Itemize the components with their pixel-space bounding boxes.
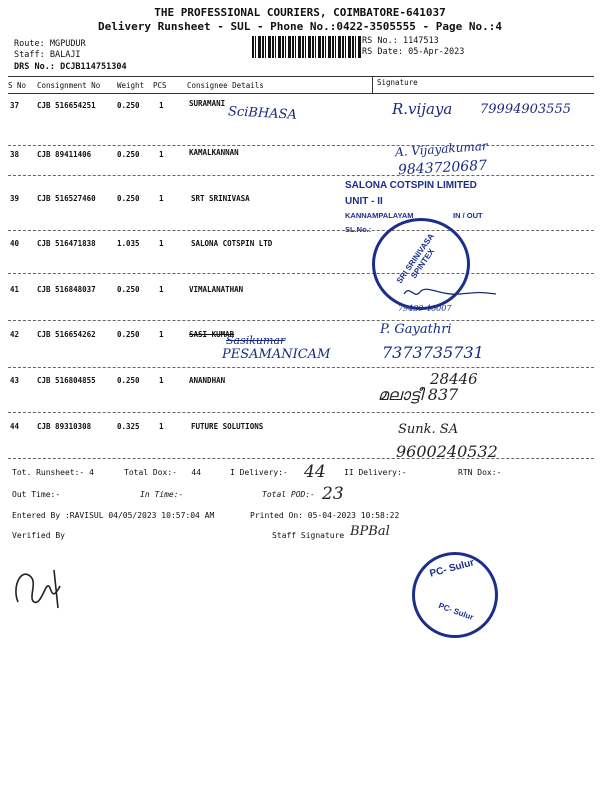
- i-delivery-label: I Delivery:-: [230, 468, 288, 477]
- row-38-pcs: 1: [159, 150, 164, 159]
- salona-stamp-line5: SL.No.:: [345, 225, 372, 234]
- row-37-weight: 0.250: [117, 101, 140, 110]
- row-44-pcs: 1: [159, 422, 164, 431]
- salona-stamp-line3: KANNAMPALAYAM: [345, 211, 414, 220]
- pc-sulur-stamp-bottom: PC- Sulur: [437, 601, 475, 622]
- row-41-sno: 41: [10, 285, 20, 294]
- tot-runsheet: Tot. Runsheet:- 4: [12, 468, 94, 477]
- col-weight: Weight: [117, 81, 145, 90]
- total-dox: Total Dox:- 44: [124, 468, 202, 477]
- row-41-weight: 0.250: [117, 285, 140, 294]
- row-38-sno: 38: [10, 150, 20, 159]
- row-43-consignee: ANANDHAN: [189, 376, 226, 385]
- col-consignment: Consignment No: [37, 81, 101, 90]
- row-44-phone: 9600240532: [396, 442, 498, 461]
- staff-value: BALAJI: [49, 50, 81, 60]
- row-37-signature: R.vijaya: [392, 100, 453, 118]
- row-39-consignment: CJB 516527460: [37, 194, 96, 203]
- row-41-consignment: CJB 516848037: [37, 285, 96, 294]
- row-43-sno: 43: [10, 376, 20, 385]
- srinivasa-stamp-text: SRI SRINIVASA SPINTEX: [394, 231, 437, 285]
- table-header-rule: [8, 93, 594, 94]
- row-44-consignment: CJB 89310308: [37, 422, 92, 431]
- rs-date-line: [362, 47, 464, 57]
- row-42-rule: [8, 367, 594, 368]
- row-37-pcs: 1: [159, 101, 164, 110]
- row-42-signature: P. Gayathri: [380, 322, 452, 337]
- row-43-pcs: 1: [159, 376, 164, 385]
- row-44-sno: 44: [10, 422, 20, 431]
- table-top-rule: [8, 76, 594, 77]
- runsheet-title: Delivery Runsheet - SUL - Phone No.:0422-3505555 - Page No.:4: [98, 20, 502, 33]
- row-42-handwritten-name-b: PESAMANICAM: [222, 347, 331, 362]
- row-40-rule: [8, 273, 594, 274]
- route-label: Route:: [14, 39, 45, 49]
- drs-line: [14, 62, 127, 72]
- verified-by-signature: [10, 558, 80, 613]
- row-42-phone: 7373735731: [382, 343, 484, 362]
- row-38-rule: [8, 175, 594, 176]
- row-41-phone: 79439 40007: [398, 304, 452, 313]
- row-42-consignment: CJB 516654262: [37, 330, 96, 339]
- in-time-label: In Time:-: [140, 490, 184, 499]
- row-43-handwriting-top: 28446: [430, 370, 478, 388]
- row-37-handwritten-name: SciBHASA: [227, 104, 298, 123]
- row-38-phone: 9843720687: [397, 157, 488, 179]
- col-consignee: Consignee Details: [187, 81, 264, 90]
- row-40-weight: 1.035: [117, 239, 140, 248]
- company-title: THE PROFESSIONAL COURIERS, COIMBATORE-641037: [154, 6, 446, 19]
- row-37-phone: 79994903555: [480, 102, 571, 117]
- row-39-weight: 0.250: [117, 194, 140, 203]
- rs-no-value: 1147513: [402, 36, 439, 46]
- row-42-consignee: SASI KUMAR: [189, 330, 235, 339]
- drs-label: DRS No.:: [14, 62, 55, 72]
- staff-line: [14, 50, 81, 60]
- route-value: MGPUDUR: [49, 39, 86, 49]
- rs-no-line: [362, 36, 439, 46]
- row-40-consignee: SALONA COTSPIN LTD: [191, 239, 273, 248]
- row-44-signature: Sunk. SA: [398, 422, 459, 437]
- verified-by-label: Verified By: [12, 531, 65, 540]
- row-37-consignment: CJB 516654251: [37, 101, 96, 110]
- row-42-weight: 0.250: [117, 330, 140, 339]
- row-40-sno: 40: [10, 239, 20, 248]
- row-40-consignment: CJB 516471838: [37, 239, 96, 248]
- row-42-handwritten-name-a: Sasikumar: [226, 334, 286, 347]
- staff-signature-label: Staff Signature: [272, 531, 345, 540]
- salona-stamp-line2: UNIT - II: [345, 196, 383, 207]
- col-signature: Signature: [377, 78, 418, 87]
- row-44-consignee: FUTURE SOLUTIONS: [191, 422, 264, 431]
- row-40-pcs: 1: [159, 239, 164, 248]
- col-pcs: PCS: [153, 81, 167, 90]
- out-time-label: Out Time:-: [12, 490, 61, 499]
- i-delivery-count: 44: [304, 462, 326, 482]
- row-39-consignee: SRT SRINIVASA: [191, 194, 250, 203]
- row-43-rule: [8, 412, 594, 413]
- rs-date-label: RS Date:: [362, 47, 403, 57]
- row-38-consignee: KAMALKANNAN: [189, 148, 239, 157]
- row-37-rule: [8, 145, 594, 146]
- row-43-handwriting-bottom: മലാട്ടീ 837: [378, 385, 459, 404]
- row-37-consignee: SURAMANI: [189, 99, 226, 108]
- drs-value: DCJB114751304: [60, 62, 127, 72]
- row-38-signature: A. Vijayakumar: [394, 138, 489, 160]
- row-39-sno: 39: [10, 194, 20, 203]
- row-44-rule: [8, 458, 594, 459]
- printed-on: Printed On: 05-04-2023 10:58:22: [250, 511, 400, 520]
- route-line: [14, 39, 86, 49]
- row-39-rule: [8, 230, 594, 231]
- row-43-consignment: CJB 516804855: [37, 376, 96, 385]
- row-41-consignee: VIMALANATHAN: [189, 285, 244, 294]
- ii-delivery-label: II Delivery:-: [344, 468, 407, 477]
- salona-stamp-line4: IN / OUT: [453, 211, 483, 220]
- total-pod-count: 23: [322, 484, 344, 504]
- staff-signature: BPBal: [350, 524, 390, 539]
- row-43-weight: 0.250: [117, 376, 140, 385]
- row-41-pcs: 1: [159, 285, 164, 294]
- rs-no-label: RS No.:: [362, 36, 398, 46]
- row-37-sno: 37: [10, 101, 20, 110]
- staff-label: Staff:: [14, 50, 45, 60]
- entered-by: Entered By :RAVISUL 04/05/2023 10:57:04 AM: [12, 511, 215, 520]
- row-38-consignment: CJB 89411406: [37, 150, 92, 159]
- row-38-weight: 0.250: [117, 150, 140, 159]
- rs-date-value: 05-Apr-2023: [408, 47, 465, 57]
- col-sno: S No: [8, 81, 27, 90]
- row-39-pcs: 1: [159, 194, 164, 203]
- row-41-rule: [8, 320, 594, 321]
- row-44-weight: 0.325: [117, 422, 140, 431]
- total-pod-label: Total POD:-: [262, 490, 315, 499]
- rtn-dox-label: RTN Dox:-: [458, 468, 502, 477]
- salona-stamp-line1: SALONA COTSPIN LIMITED: [345, 180, 477, 191]
- barcode: [252, 36, 362, 58]
- row-42-pcs: 1: [159, 330, 164, 339]
- row-42-sno: 42: [10, 330, 20, 339]
- header-divider: [372, 76, 373, 94]
- pc-sulur-stamp-top: PC- Sulur: [428, 557, 476, 580]
